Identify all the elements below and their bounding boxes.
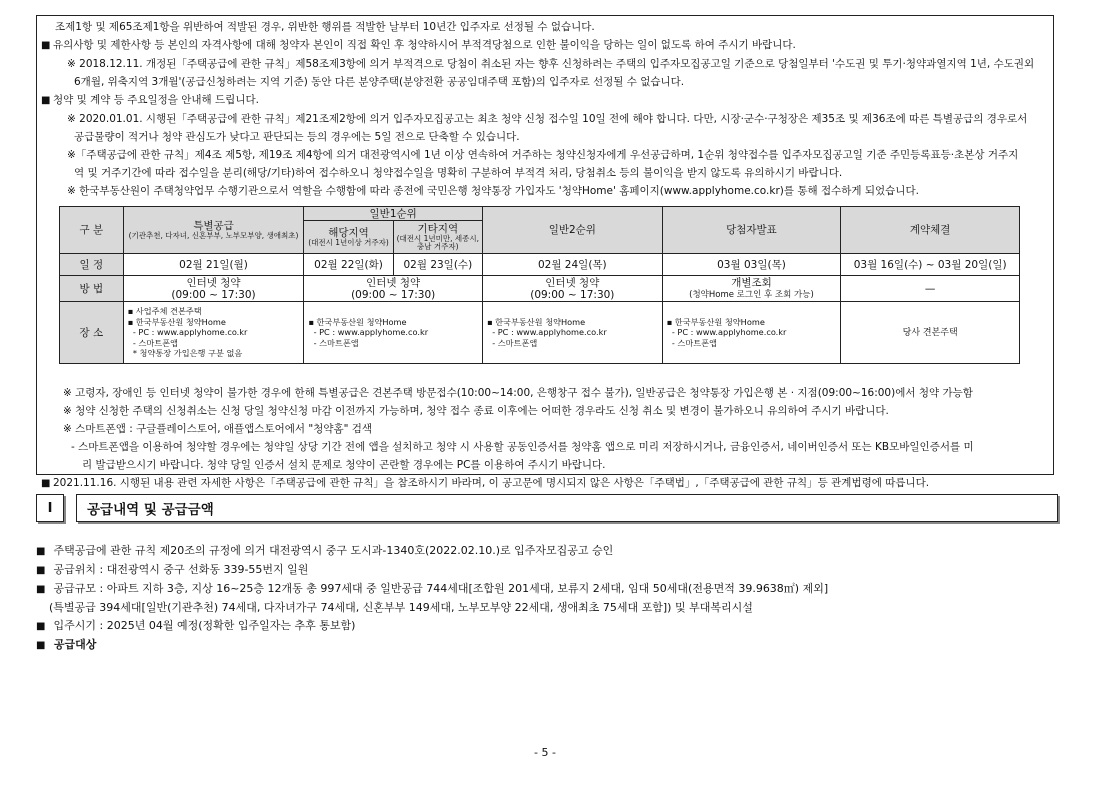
header-contract: 계약체결 — [841, 207, 1020, 254]
place-special-line: ▪ 사업주체 견본주택 — [127, 306, 202, 317]
notice-line: ※ 고령자, 장애인 등 인터넷 청약이 불가한 경우에 한해 특별공급은 견본주택 방문접수(10:00~14:00, 은행창구 접수 불가), 일반공급은 청약통장 가입은행 본 · 지점(09:00~16:00)에서 청약 가능함 — [63, 387, 973, 399]
notice-line: ※ 청약 신청한 주택의 신청취소는 신청 당일 청약신청 마감 이전까지 가능하며, 청약 접수 종료 이후에는 어떠한 경우라도 신청 취소 및 변경이 불가하오니 유의하여 주시기 바랍니다. — [63, 405, 889, 417]
bullet-square-icon: ■ — [36, 621, 46, 632]
place-announce-line: ▪ 한국부동산원 청약Home — [666, 316, 765, 327]
row-place-label: 장 소 — [60, 302, 124, 364]
place-special-line: ▪ 한국부동산원 청약Home — [127, 316, 226, 327]
header-other — [393, 221, 482, 254]
method-special — [123, 276, 304, 302]
page-number: - 5 - — [534, 746, 556, 759]
section-title: 공급내역 및 공급금액 — [76, 494, 1058, 522]
place-contract: 당사 견본주택 — [841, 302, 1020, 364]
notice-box — [36, 15, 1054, 489]
date-contract: 03월 16일(수) ~ 03월 20일(일) — [841, 254, 1020, 276]
schedule-table — [59, 206, 1020, 364]
notice-line: 6개월, 위축지역 3개월'(공급신청하려는 지역 기준) 동안 다른 분양주택(분양전환 공공임대주택 포함)의 입주자로 선정될 수 없습니다. — [74, 76, 685, 88]
header-local-label: 해당지역 — [328, 227, 369, 239]
notice-line: 청약 및 계약 등 주요일정을 안내해 드립니다. — [53, 94, 259, 106]
notice-line: 리 발급받으시기 바랍니다. 청약 당일 인증서 설치 문제로 청약이 곤란할 경우에는 PC를 이용하여 주시기 바랍니다. — [82, 459, 606, 471]
place-announce-line: - PC : www.applyhome.co.kr — [666, 327, 787, 338]
place-special-line: - 스마트폰앱 — [127, 337, 178, 348]
method-announce — [662, 276, 841, 302]
place-second-line: - PC : www.applyhome.co.kr — [486, 327, 607, 338]
header-announce: 당첨자발표 — [662, 207, 841, 254]
place-second — [482, 302, 662, 364]
place-special-line: * 청약통장 가입은행 구분 없음 — [127, 348, 243, 359]
header-local — [304, 221, 393, 254]
method-second-label: 인터넷 청약 — [545, 276, 600, 289]
date-other: 02월 23일(수) — [393, 254, 482, 276]
notice-line: 2021.11.16. 시행된 내용 관련 자세한 사항은「주택공급에 관한 규칙」을 참조하시기 바라며, 이 공고문에 명시되지 않은 사항은「주택법」,「주택공급에 관한 규칙」등 관계법령에 따릅니다. — [53, 477, 930, 489]
row-method-label: 방 법 — [60, 276, 124, 302]
date-local: 02월 22일(화) — [304, 254, 393, 276]
date-announce: 03월 03일(목) — [662, 254, 841, 276]
place-special-line: - PC : www.applyhome.co.kr — [127, 327, 248, 338]
header-other-label: 기타지역 — [417, 223, 459, 235]
section-header — [36, 494, 1058, 522]
notice-line: ※「주택공급에 관한 규칙」제4조 제5항, 제19조 제4항에 의거 대전광역시에 1년 이상 연속하여 거주하는 청약신청자에게 우선공급하며, 1순위 청약접수를 입주자모집공고일 기준 주민등록표등·초본상 거주지 — [67, 149, 1019, 161]
method-contract: — — [841, 276, 1020, 302]
notice-line: ※ 2018.12.11. 개정된「주택공급에 관한 규칙」제58조제3항에 의거 부적격으로 당첨이 취소된 자는 향후 신청하려는 주택의 입주자모집공고일 기준으로 당첨일부터 '수도권 및 투기·청약과열지역 1년, 수도권외 — [67, 58, 1035, 70]
row-date-label: 일 정 — [60, 254, 124, 276]
header-special-label: 특별공급 — [193, 220, 234, 232]
date-second: 02월 24일(목) — [482, 254, 662, 276]
notice-line: - 스마트폰앱을 이용하여 청약할 경우에는 청약일 상당 기간 전에 앱을 설치하고 청약 시 사용할 공동인증서를 청약홈 앱으로 미리 저장하시거나, 금융인증서, 네이버인증서 또는 KB모바일인증서를 미 — [71, 441, 974, 453]
place-first — [304, 302, 483, 364]
place-second-line: - 스마트폰앱 — [486, 337, 538, 348]
place-first-line: - PC : www.applyhome.co.kr — [308, 327, 429, 338]
bullet-square-icon: ■ — [36, 640, 46, 651]
bullet-square-icon: ■ — [41, 40, 51, 51]
bullet-square-icon: ■ — [36, 584, 46, 595]
bullet-square-icon: ■ — [41, 478, 51, 489]
notice-line: ※ 한국부동산원이 주택청약업무 수행기관으로서 역할을 수행함에 따라 종전에 국민은행 청약통장 가입자도 '청약Home' 홈페이지(www.applyhome.co.kr)를 통해 접수하게 되었습니다. — [67, 185, 919, 197]
bullet-square-icon: ■ — [41, 95, 51, 106]
notice-line: 역 및 거주기간에 따라 접수일을 분리(해당/기타)하여 접수하오니 청약접수일을 명확히 구분하여 부적격 처리, 당첨취소 등의 불이익을 받지 않도록 유의하시기 바랍니다. — [74, 167, 843, 179]
notice-line: ※ 스마트폰앱 : 구글플레이스토어, 애플앱스토어에서 "청약홈" 검색 — [63, 423, 373, 435]
method-second — [482, 276, 662, 302]
notice-line: ※ 2020.01.01. 시행된「주택공급에 관한 규칙」제21조제2항에 의거 입주자모집공고는 최초 청약 신청 접수일 10일 전에 해야 합니다. 다만, 시장·군수·구청장은 제35조 및 제36조에 따른 특별공급의 경우로서 — [67, 113, 1028, 125]
header-second: 일반2순위 — [482, 207, 662, 254]
place-first-line: - 스마트폰앱 — [308, 337, 359, 348]
bullet-square-icon: ■ — [36, 546, 46, 557]
supply-info — [36, 542, 828, 655]
place-announce — [662, 302, 841, 364]
method-special-label: 인터넷 청약 — [186, 276, 241, 289]
place-first-line: ▪ 한국부동산원 청약Home — [308, 316, 407, 327]
place-special — [123, 302, 304, 364]
method-first-label: 인터넷 청약 — [366, 276, 421, 289]
method-announce-label: 개별조회 — [731, 276, 772, 289]
method-announce-sub: (청약Home 로그인 후 조회 가능) — [689, 289, 814, 300]
supply-line: 공급규모 : 아파트 지하 3층, 지상 16~25층 12개동 총 997세대 중 일반공급 744세대[조합원 201세대, 보류지 2세대, 임대 50세대(전용면적 39.9638㎡) 제외] — [53, 582, 829, 595]
header-first: 일반1순위 — [304, 207, 483, 221]
header-other-sub: (대전시 1년미만, 세종시, 충남 거주자) — [396, 234, 480, 251]
supply-line: 공급위치 : 대전광역시 중구 선화동 339-55번지 일원 — [53, 563, 309, 576]
supply-line: (특별공급 394세대[일반(기관추천) 74세대, 다자녀가구 74세대, 신혼부부 149세대, 노부모부양 22세대, 생애최초 75세대 포함]) 및 부대복리시설 — [49, 601, 753, 614]
supply-target: 공급대상 — [53, 638, 97, 651]
header-special-sub: (기관추천, 다자녀, 신혼부부, 노부모부양, 생애최초) — [128, 231, 299, 240]
header-special — [123, 207, 304, 254]
bullet-square-icon: ■ — [36, 565, 46, 576]
notice-line: 공급물량이 적거나 청약 관심도가 낮다고 판단되는 등의 경우에는 5일 전으로 단축할 수 있습니다. — [74, 131, 520, 143]
method-first-time: (09:00 ~ 17:30) — [351, 288, 436, 301]
header-gubun: 구 분 — [60, 207, 124, 254]
method-second-time: (09:00 ~ 17:30) — [530, 288, 615, 301]
method-special-time: (09:00 ~ 17:30) — [171, 288, 256, 301]
supply-line: 입주시기 : 2025년 04월 예정(정확한 입주일자는 추후 통보함) — [53, 619, 356, 632]
notice-lower — [41, 384, 1049, 493]
place-announce-line: - 스마트폰앱 — [666, 337, 717, 348]
place-second-line: ▪ 한국부동산원 청약Home — [486, 316, 586, 327]
section-number: I — [36, 494, 64, 522]
date-special: 02월 21일(월) — [123, 254, 304, 276]
method-first — [304, 276, 483, 302]
header-local-sub: (대전시 1년이상 거주자) — [308, 238, 389, 247]
notice-line: 조제1항 및 제65조제1항을 위반하여 적발된 경우, 위반한 행위를 적발한 날부터 10년간 입주자로 선정될 수 없습니다. — [55, 21, 595, 33]
notice-line: 유의사항 및 제한사항 등 본인의 자격사항에 대해 청약자 본인이 직접 확인 후 청약하시어 부적격당첨으로 인한 불이익을 당하는 일이 없도록 하여 주시기 바랍니다. — [53, 39, 796, 51]
supply-line: 주택공급에 관한 규칙 제20조의 규정에 의거 대전광역시 중구 도시과-1340호(2022.02.10.)로 입주자모집공고 승인 — [53, 544, 614, 557]
